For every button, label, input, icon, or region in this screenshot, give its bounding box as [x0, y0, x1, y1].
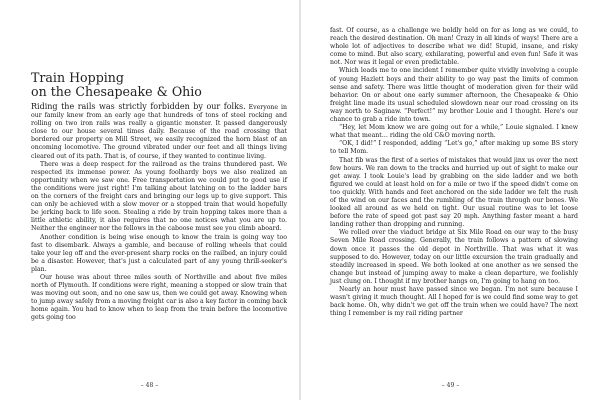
paragraph: Which leads me to one incident I remember quite vividly involving a couple of young Hazlett boys and their ability to go way past the limits of common sense and safety. There was little thought of moderation given for their wild behavior. On or about one early summer afternoon, the Chesapeake & Ohio freight line made its usual scheduled slowdown near our road crossing on its way north to Saginaw. “Perfect!” my brother Louie and I thought. Here's our chance to grab a ride into town. [330, 67, 578, 124]
paragraph-text: Everyone in our family knew from an early age that hundreds of tons of steel rocking and rolling on two iron rails was really a gigantic monster. It passed dangerously close to our house several times daily. Because of the road crossing that bordered our property on Mill Street, we easily recognized the horn blast of an oncoming locomotive. The ground vibrated under our feet and all things living cleared out of its path. That is, of course, if they wanted to continue living. [31, 104, 287, 160]
paragraph: That fib was the first of a series of mistakes that would jinx us over the next few hours. We ran down to the tracks and hurried up out of sight to make our get away. I took Louie's lead by grabbing on the side ladder and we both figured we could at least hold on for a mile or two if the speed didn't come on too quickly. With hands and feet anchored on the side ladder we felt the rush of the wind on our faces and the rumbling of the train through our bones. We looked all around as we held on tight. Our usual routine was to let loose before the rate of speed got past say 20 mph. Anything faster meant a hard landing rather than dropping and running. [330, 156, 578, 229]
paragraph: “Hey, let Mom know we are going out for a while,” Louie signaled. I knew what that meant… riding the old C&O moving north. [330, 124, 578, 140]
left-page [0, 0, 299, 400]
paragraph: Nearly an hour must have passed since we began. I'm not sure because I wasn't giving it much thought. All I hoped for is we could find some way to get back home. Oh, why didn't we get off the train when we could have? The next thing I remember is my rail riding partner [330, 286, 578, 318]
chapter-title-line-2: on the Chesapeake & Ohio [31, 84, 202, 99]
chapter-title [31, 71, 287, 99]
page-number-right: – 49 – [441, 382, 460, 389]
page-number-left: – 48 – [140, 382, 159, 389]
lead-sentence: Riding the rails was strictly forbidden by our folks. [31, 102, 246, 111]
paragraph: “OK, I did!” I responded, adding “Let's go,” after making up some BS story to tell Mom. [330, 140, 578, 156]
paragraph: Another condition is being wise enough to know the train is going way too fast to disembark. Always a gamble, and because of rolling wheels that could take your leg off and the ever-present sharp rocks on the railbed, an injury could be a disaster. However, that's just a calculated part of any young thrill-seeker's plan. [31, 233, 287, 273]
paragraph [31, 102, 287, 161]
paragraph: Our house was about three miles south of Northville and about five miles north of Plymouth. If conditions were right, meaning a stopped or slow train that was moving out soon, and no one saw us, then we could get away. Knowing when to jump away safely from a moving freight car is also a key factor in coming back home again. You had to know when to leap from the train before the locomotive gets going too [31, 273, 287, 322]
paragraph: fast. Of course, as a challenge we boldly held on for as long as we could, to reach the desired destination. Oh man! Crazy in all kinds of ways! There are a whole lot of adjectives to describe what we did! Stupid, insane, and risky come to mind. But also scary, exhilarating, powerful and even fun! Safe it was not. Nor was it legal or even predictable. [330, 27, 578, 67]
paragraph: We rolled over the viaduct bridge at Six Mile Road on our way to the busy Seven Mile Road crossing. Generally, the train follows a pattern of slowing down once it passes the old depot in Northville. That was what it was supposed to do. However, today on our little excursion the train gradually and steadily increased in speed. We both looked at one another as we sensed the change but instead of jumping away to make a clean departure, we foolishly just clung on. I thought if my brother hangs on, I'm going to hang on too. [330, 229, 578, 285]
paragraph: There was a deep respect for the railroad as the trains thundered past. We respected its immense power. As young foolhardy boys we also realized an opportunity when we saw one. Free transportation we could put to good use if the conditions were just right! I'm talking about latching on to the ladder bars on the corners of the freight cars and bringing our legs up to give support. This can only be achieved with a slow mover or a stopped train that would hopefully be jerking back to life soon. Stealing a ride by train hopping takes more than a little athletic ability, it also requires that no one notices what you are up to. Neither the engineer nor the fellows in the caboose must see you climb aboard. [31, 160, 287, 233]
right-page [301, 0, 600, 400]
chapter-title-line-1: Train Hopping [31, 70, 124, 85]
